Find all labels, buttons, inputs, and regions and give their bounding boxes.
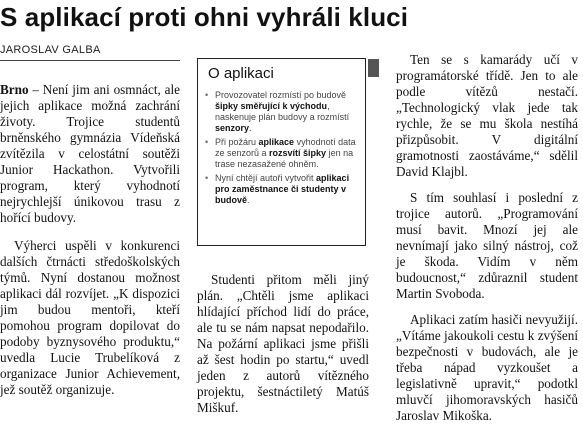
bullet-icon: • bbox=[205, 90, 209, 100]
paragraph-text: – Není jim ani osmnáct, ale jejich aplikace možná zachrání životy. Trojice studentů brněnského gymnázia Vídeňská zvítězila v celostátní soutěži Junior Hackathon. Vytvořili program, který vyhodnotí nejrychlejší únikovou trasu z hořící budovy. bbox=[0, 82, 180, 225]
paragraph: Ten se s kamarády učí v programátorské třídě. Jen to ale podle vítězů nestačí. „Technologický vlak jede tak rychle, že se mu škola nestíhá přizpůsobit. V digitální gramotnosti zaostáváme,“ sdělil David Klajbl. bbox=[396, 52, 578, 179]
info-highlight: aplikaci pro zaměstnance či studenty v budově bbox=[215, 173, 350, 205]
paragraph: S tím souhlasí i poslední z trojice autorů. „Programování musí bavit. Mnozí jej ale nevnímají jako silný nástroj, což je škoda. Vidím v něm budoucnost,“ zdůraznil student Martin Svoboda. bbox=[396, 190, 578, 301]
info-highlight: šipky směřující k východu bbox=[215, 101, 328, 111]
info-text: Provozovatel rozmístí po budově bbox=[215, 90, 347, 100]
info-box-title: O aplikaci bbox=[208, 65, 274, 82]
info-box-item bbox=[204, 137, 358, 170]
paragraph: Aplikaci zatím hasiči nevyužijí. „Vítáme jakoukoli cestu k zvýšení bezpečnosti v budovách, ale je třeba nápad vyzkoušet a legislativně upravit,“ podotkl mluvčí jihomoravských hasičů Jaroslav Mikoška. bbox=[396, 312, 578, 423]
info-text: . bbox=[249, 123, 252, 133]
paragraph: Výherci uspěli v konkurenci dalších čtrnácti středoškolských týmů. Nyní dostanou možnost aplikaci dál rozvíjet. „K dispozici jim budou mentoři, kteří pomohou program dopilovat do podoby byznysového produktu,“ uvedla Lucie Trubelíková z organizace Junior Achievement, jež soutěž organizuje. bbox=[0, 238, 180, 397]
info-box-item bbox=[204, 90, 358, 134]
byline-divider bbox=[0, 60, 180, 61]
info-highlight: aplikace bbox=[258, 137, 295, 147]
info-highlight: rozsvítí šipky bbox=[269, 148, 327, 158]
info-box-item bbox=[204, 173, 358, 206]
info-text: Při požáru bbox=[215, 137, 259, 147]
info-text: vyhodnotí data ze senzorů a bbox=[215, 137, 356, 158]
article-column-2 bbox=[197, 272, 369, 416]
info-text: jen na trase nezasažené ohněm. bbox=[215, 148, 354, 169]
bullet-icon: • bbox=[205, 137, 209, 147]
article-column-3 bbox=[396, 52, 578, 424]
paragraph bbox=[0, 82, 180, 226]
byline: JAROSLAV GALBA bbox=[0, 44, 101, 56]
bookmark-corner-icon bbox=[368, 59, 379, 77]
info-text: . bbox=[247, 195, 250, 205]
headline: S aplikací proti ohni vyhráli kluci bbox=[0, 2, 409, 32]
info-box-list bbox=[204, 90, 358, 209]
info-box bbox=[197, 58, 366, 246]
paragraph: Studenti přitom měli jiný plán. „Chtěli jsme aplikaci hlídající příchod lidí do práce, ale tu se nám napsat nepodařilo. Na požární aplikaci jsme přišli až šest hodin po startu,“ uvedl jeden z autorů vítězného projektu, šestnáctiletý Matúš Miškuf. bbox=[197, 272, 369, 415]
dateline: Brno bbox=[0, 82, 29, 97]
info-text: , naskenuje plán budovy a rozmístí bbox=[215, 101, 350, 122]
info-highlight: senzory bbox=[215, 123, 250, 133]
bullet-icon: • bbox=[205, 173, 209, 183]
article-column-1 bbox=[0, 82, 180, 398]
info-text: Nyní chtějí autoři vytvořit bbox=[215, 173, 317, 183]
